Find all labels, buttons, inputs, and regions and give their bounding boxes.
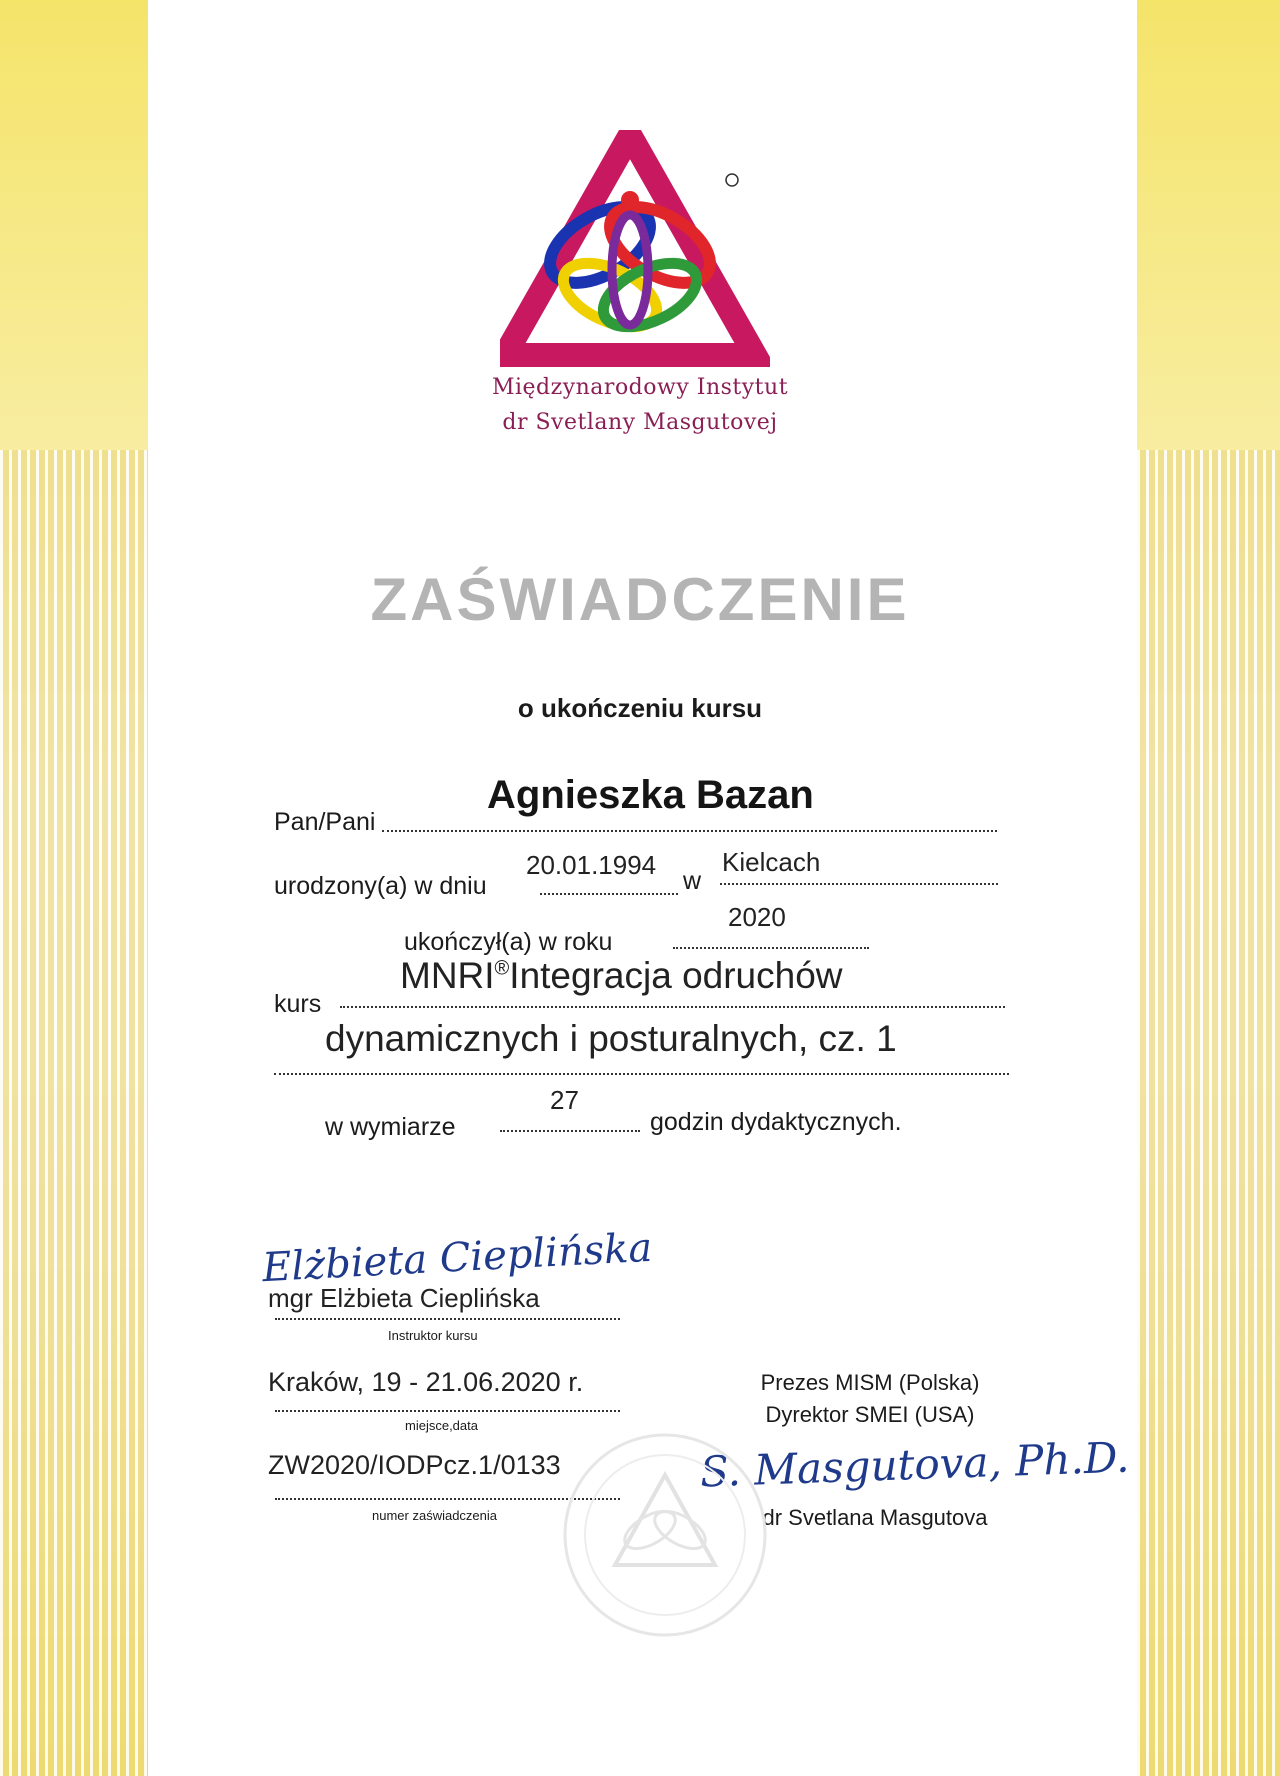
place-dotted-line — [275, 1410, 620, 1412]
director-title-1: Prezes MISM (Polska) — [760, 1370, 980, 1395]
instructor-dotted-line — [275, 1318, 620, 1320]
certificate-subtitle: o ukończeniu kursu — [517, 693, 763, 723]
hours-label: w wymiarze — [325, 1113, 456, 1141]
embossed-seal — [555, 1425, 775, 1645]
course-name-rest: Integracja odruchów — [509, 955, 843, 996]
born-date: 20.01.1994 — [526, 850, 657, 880]
institute-name-line1: Międzynarodowy Instytut — [491, 375, 789, 400]
course-label: kurs — [274, 990, 322, 1018]
director-signature: S. Masgutova, Ph.D. — [699, 1432, 1131, 1497]
director-name: dr Svetlana Masgutova — [762, 1505, 988, 1530]
name-dotted-line — [382, 830, 997, 832]
instructor-name: mgr Elżbieta Cieplińska — [268, 1283, 540, 1313]
decorative-border-left — [0, 0, 148, 1776]
instructor-signature: Elżbieta Cieplińska — [261, 1224, 654, 1292]
year-label: ukończył(a) w roku — [404, 928, 613, 956]
completion-year: 2020 — [728, 902, 786, 932]
decorative-border-right — [1137, 0, 1280, 1776]
institute-name-line2: dr Svetlany Masgutovej — [502, 410, 778, 435]
place-date: Kraków, 19 - 21.06.2020 r. — [268, 1367, 584, 1397]
born-date-dotted-line — [540, 893, 678, 895]
place-date-label: miejsce,data — [405, 1418, 478, 1433]
course-hours: 27 — [550, 1085, 579, 1115]
hours-suffix: godzin dydaktycznych. — [650, 1108, 902, 1136]
certificate-number: ZW2020/IODPcz.1/0133 — [268, 1450, 561, 1480]
name-label: Pan/Pani — [274, 808, 376, 836]
course-dotted-line-2 — [274, 1073, 1009, 1075]
year-dotted-line — [673, 947, 869, 949]
registered-mark: ® — [494, 957, 510, 980]
instructor-role: Instruktor kursu — [388, 1328, 478, 1343]
course-name-line2: dynamicznych i posturalnych, cz. 1 — [325, 1018, 897, 1059]
recipient-name: Agnieszka Bazan — [487, 773, 814, 817]
director-title-2: Dyrektor SMEI (USA) — [765, 1402, 975, 1427]
born-in-label: w — [683, 867, 702, 895]
born-place-dotted-line — [720, 883, 998, 885]
course-dotted-line-1 — [340, 1006, 1005, 1008]
hours-dotted-line — [500, 1130, 640, 1132]
certificate-title: ZAŚWIADCZENIE — [370, 566, 910, 633]
certificate-number-label: numer zaświadczenia — [372, 1508, 498, 1523]
institute-logo — [500, 130, 770, 370]
course-name-prefix: MNRI — [400, 955, 495, 996]
born-place: Kielcach — [722, 847, 821, 877]
born-label: urodzony(a) w dniu — [274, 872, 487, 900]
